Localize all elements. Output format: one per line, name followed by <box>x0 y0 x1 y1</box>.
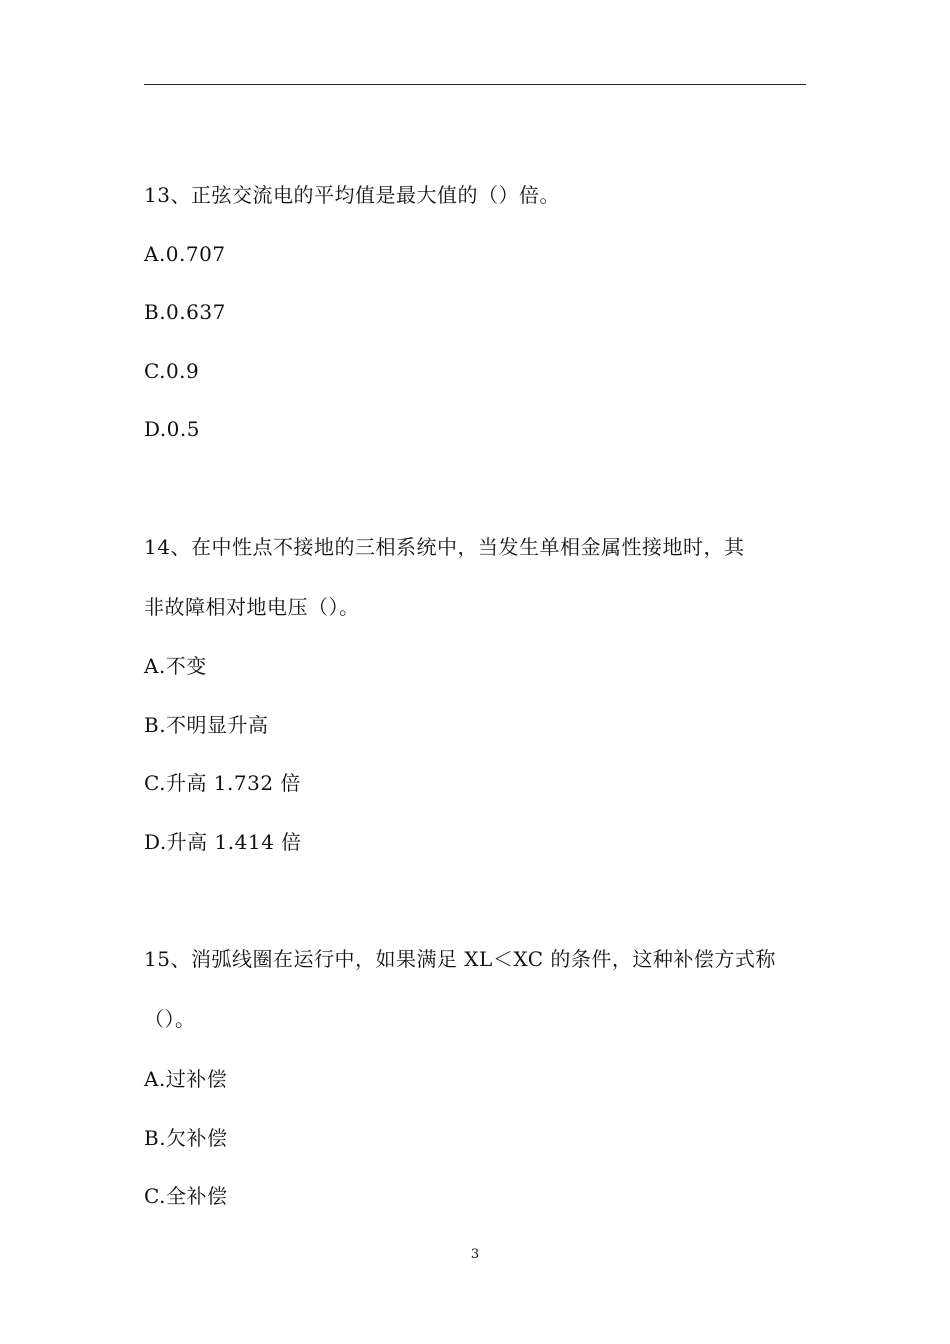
option-a: A.不变 <box>144 654 207 678</box>
option-a: A.过补偿 <box>144 1067 228 1091</box>
option-a: A.0.707 <box>144 242 226 266</box>
option-c: C.全补偿 <box>144 1184 228 1208</box>
question-stem-line: 13、正弦交流电的平均值是最大值的（）倍。 <box>144 183 560 207</box>
question-stem-line: 14、在中性点不接地的三相系统中，当发生单相金属性接地时，其 <box>144 535 745 559</box>
option-c: C.0.9 <box>144 359 200 383</box>
option-b: B.0.637 <box>144 300 226 324</box>
question-stem-line: 15、消弧线圈在运行中，如果满足 XL＜XC 的条件，这种补偿方式称 <box>144 947 776 971</box>
option-d: D.升高 1.414 倍 <box>144 830 302 854</box>
page-number: 3 <box>470 1247 480 1262</box>
option-c: C.升高 1.732 倍 <box>144 771 301 795</box>
question-stem-line: （）。 <box>144 1007 196 1031</box>
question-stem-line: 非故障相对地电压（）。 <box>144 595 360 619</box>
option-b: B.不明显升高 <box>144 713 269 737</box>
header-rule <box>144 84 806 85</box>
option-b: B.欠补偿 <box>144 1126 228 1150</box>
option-d: D.0.5 <box>144 417 200 441</box>
